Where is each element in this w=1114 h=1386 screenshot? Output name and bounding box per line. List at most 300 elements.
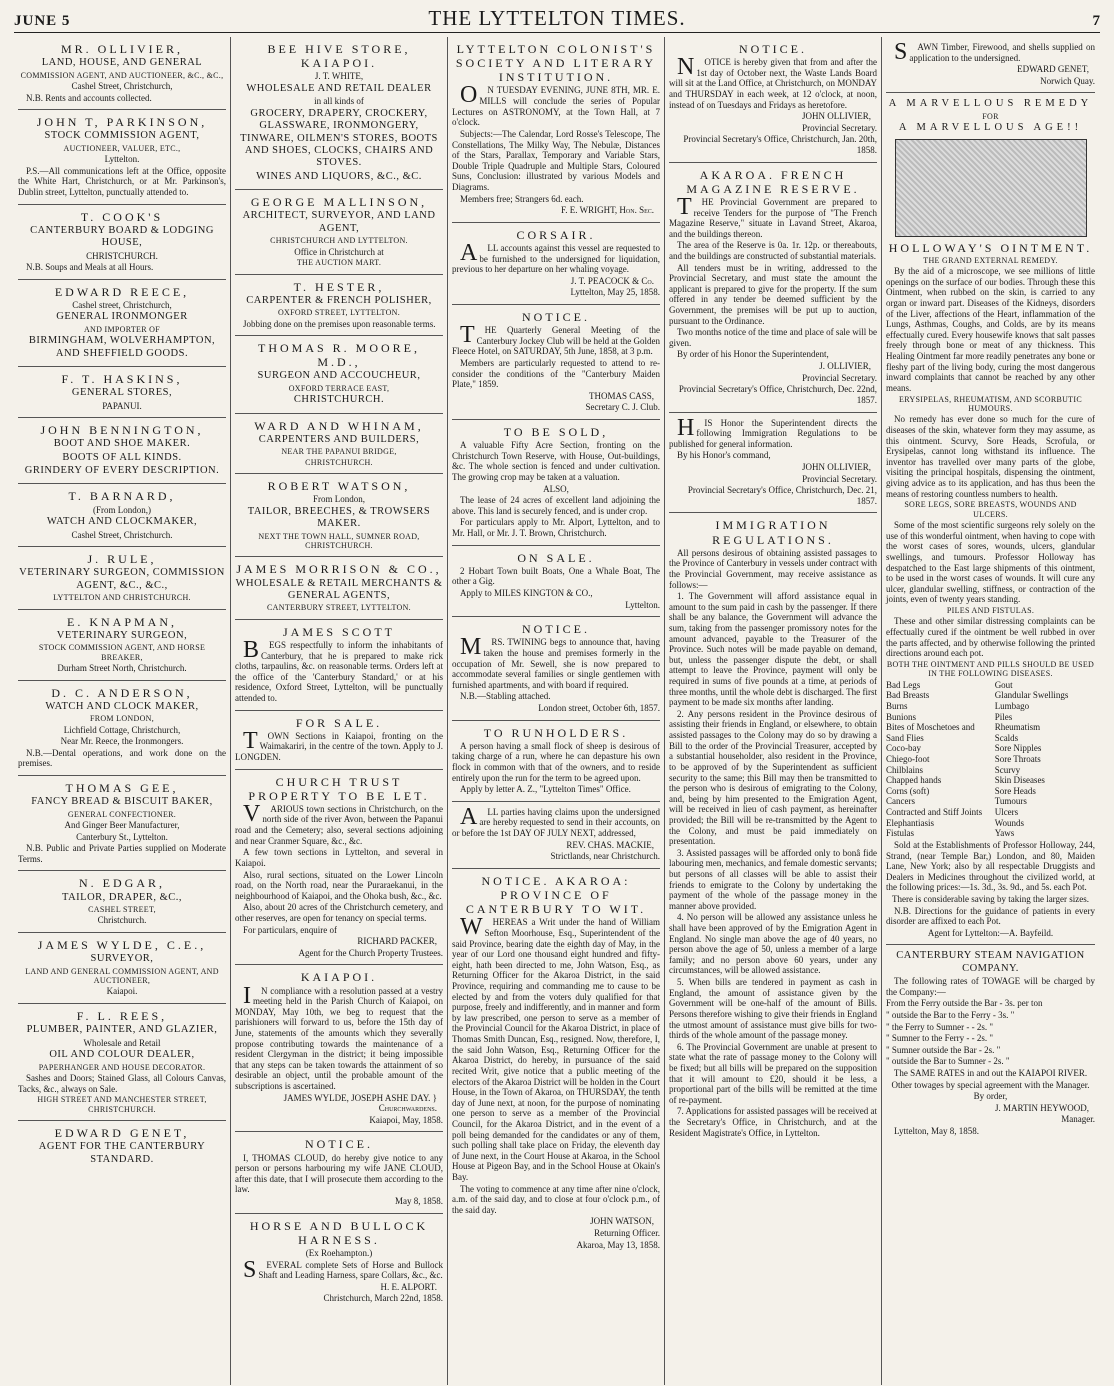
disease-list — [886, 680, 1095, 839]
advert-heading: ON SALE. — [517, 550, 595, 565]
advert-text: Office in Christchurch at — [294, 246, 384, 257]
advert-text: F. E. WRIGHT, Hon. Sec. — [560, 205, 654, 216]
advert-text: Two months notice of the time and place of sale will be given. — [669, 327, 877, 348]
advert — [18, 933, 226, 1004]
advert — [18, 681, 226, 776]
advert-text: Kaiapoi, May, 1858. — [369, 1114, 443, 1125]
advert-heading: NOTICE. — [739, 42, 807, 56]
advert-text: By the aid of a microscope, we see millions of little openings on the surface of our bodies. Through these this Ointment, when rubbed on the skin, is carried to any organ or inward part. Diseases of the Kidneys, disorders of the Liver, affections of the Heart, inflammation of the Lungs, Asthmas, Coughs, and Colds, are by its means effectually cured. Every housewife knows that salt passes freely through bone or meat of any thickness. This Healing Ointment far more readily penetrates any bone or fleshy part of the living body, curing the most dangerous inward complaints that cannot be reached by any other means. — [886, 266, 1095, 393]
disease-item: Skin Diseases — [994, 775, 1045, 786]
advert-text: FROM LONDON, — [89, 714, 155, 724]
advert-heading: KAIAPOI. — [300, 970, 378, 985]
advert-text: MRS. TWINING begs to announce that, having taken the house and premises formerly in the occupation of Mr. Sewell, she is now prepared to accommodate several families or single gentlemen with furnished apartments, and with board if required. — [452, 634, 660, 690]
disease-list-left — [886, 680, 986, 839]
disease-list-right — [995, 680, 1095, 839]
advert-text: And Ginger Beer Manufacturer, — [64, 819, 180, 830]
advert-heading: TAILOR, BREECHES, & TROWSERS MAKER. — [247, 505, 431, 530]
advert-text: SEVERAL complete Sets of Horse and Bullock Shaft and Leading Harness, spare Collars, &c., &c. — [243, 1256, 443, 1283]
advert-text: N.B. Rents and accounts collected. — [26, 92, 152, 103]
advert — [235, 770, 443, 966]
advert-text: A few town sections in Lyttelton, and several in Kaiapoi. — [235, 847, 443, 868]
advert-signature: J. MARTIN HEYWOOD, — [995, 1102, 1089, 1113]
advert-heading: EDWARD GENET, — [54, 1126, 190, 1141]
column-3 — [448, 37, 665, 1385]
towage-rate-row: " Sumner to the Ferry - - 2s. " — [886, 1033, 994, 1044]
advert-text: VARIOUS town sections in Christchurch, on the north side of the river Avon, between the Papanui road and the Cemetery; also, several sections adjoining and near Cranmer Square, &c., &c. — [235, 800, 443, 846]
advert-text: IN compliance with a resolution passed at a vestry meeting held in the Parish Church of Kaiapoi, on MONDAY, May 10th, we beg to request that the parishioners will forward to us, before the 15th day of June, statements of the amounts which they severally propose contributing towards the maintenance of a resident Clergyman in the district; it being impossible that any steps can be taken towards the attainment of so desirable an object, until the probable amount of the subscriptions is ascertained. — [235, 982, 443, 1092]
advert-text: The following rates of TOWAGE will be charged by the Company:— — [886, 976, 1095, 997]
advert-heading: D. C. ANDERSON, — [51, 685, 193, 700]
advert-text: Jobbing done on the premises upon reasonable terms. — [243, 318, 436, 329]
advert — [452, 305, 660, 420]
advert-text: LAND AND GENERAL COMMISSION AGENT, AND AUCTIONEER, — [25, 966, 219, 985]
advert-heading: STOCK COMMISSION AGENT, — [44, 130, 200, 142]
towage-rate-row: " outside the Bar to the Ferry - 3s. " — [886, 1009, 1015, 1020]
advert-heading: JOHN T, PARKINSON, — [36, 115, 208, 130]
disease-item: Bad Breasts — [886, 690, 930, 701]
advert-text: A valuable Fifty Acre Section, fronting on the Christchurch Town Reserve, with House, Out-buildings, &c. The whole section is fenced and under cultivation. The growing crop may be taken at a valuation. — [452, 440, 660, 482]
advert-heading: WHOLESALE & RETAIL MERCHANTS & GENERAL AGENTS, — [235, 577, 443, 601]
disease-item: Corns (soft) — [886, 785, 930, 796]
advert-text: Sashes and Doors; Stained Glass, all Colours Canvas, Tacks, &c., always on Sale. — [18, 1072, 226, 1094]
disease-item: Chilblains — [886, 764, 924, 775]
disease-item: Elephantiasis — [886, 817, 934, 828]
advert-text: LYTTELTON AND CHRISTCHURCH. — [53, 593, 191, 603]
advert-heading: LAND, HOUSE, AND GENERAL — [41, 57, 203, 69]
advert — [235, 474, 443, 557]
disease-item: Bites of Moschetoes and Sand Flies — [886, 722, 975, 743]
towage-rate-row: " outside the Bar to Sumner - 2s. " — [886, 1056, 1010, 1067]
advert — [452, 546, 660, 618]
advert-text: Christchurch. — [97, 915, 147, 926]
advert-heading: E. KNAPMAN, — [66, 614, 177, 629]
advert-text: P.S.—All communications left at the Office, opposite the White Hart, Christchurch, or at Mr. Parkinson's, Dublin street, Lyttelton, punctually attended to. — [18, 165, 226, 197]
advert-heading: JAMES MORRISON & CO., — [236, 562, 442, 577]
advert-text: N.B.—Stabling attached. — [460, 691, 551, 702]
advert-text: Agent for the Church Property Trustees. — [298, 947, 443, 958]
column-2 — [231, 37, 448, 1385]
advert-text: 2. Any persons resident in the Province desirous of assisting their friends in England, or elsewhere, to obtain assisted passages to the Colony may do so by drawing a Bill to the order of the Provincial Treasurer, accepted by a substantial householder, also resident in the Province, to be approved of by the Superintendent as sufficient security to the same; this Bill may then be transmitted to the person who is desirous of emigrating to the Colony, and, being by him presented to the Emigration Agent, will be received in lieu of cash payment, as hereinafter provided; the Bill will be re-transmitted by the Agent to the Colony, and must be paid immediately on presentation. — [669, 708, 877, 847]
advert-text: PAPANUI. — [102, 400, 142, 411]
advert-text: Lichfield Cottage, Christchurch, — [63, 724, 181, 735]
advert — [452, 37, 660, 223]
advert — [235, 965, 443, 1132]
advert-heading: J. RULE, — [87, 552, 157, 567]
advert-text: For particulars apply to Mr. Alport, Lyttelton, and to Mr. Hall, or Mr. J. T. Brown, Christchurch. — [452, 517, 660, 539]
advert-heading: TO RUNHOLDERS. — [483, 725, 629, 740]
advert-text: J. OLLIVIER, — [819, 361, 871, 372]
advert-text: Also, about 20 acres of the Christchurch cemetery, and other reserves, are open for tenancy on special terms. — [235, 902, 443, 923]
advert-text: REV. CHAS. MACKIE, — [566, 839, 654, 850]
advert-text: 5. When bills are tendered in payment as cash in England, the amount of assistance given by the Government will be one-half of the amount of Bills. Persons therefore wishing to give their friends in England the utmost amount of assistance must give bills for two-thirds of the whole amount of the passage money. — [669, 977, 877, 1041]
advert — [669, 413, 877, 514]
advert-text: NEXT THE TOWN HALL, SUMNER ROAD, CHRISTCHURCH. — [258, 531, 420, 550]
advert — [18, 610, 226, 681]
disease-item: Scalds — [994, 732, 1019, 743]
advert-heading: THOMAS R. MOORE, M.D., — [257, 341, 420, 370]
advert-text: There is considerable saving by taking the larger sizes. — [891, 893, 1090, 904]
advert-heading: NOTICE. — [522, 622, 590, 637]
advert — [235, 620, 443, 711]
advert-text: Secretary C. J. Club. — [585, 402, 660, 413]
advert-heading: NOTICE. — [522, 309, 590, 324]
advert — [18, 280, 226, 367]
advert-text: From London, — [312, 494, 365, 505]
advert-heading: EDWARD REECE, — [54, 284, 190, 299]
advert — [235, 1132, 443, 1213]
advert-heading: WATCH AND CLOCKMAKER, — [46, 516, 198, 528]
advert-text: GENERAL CONFECTIONER. — [67, 809, 177, 819]
advert — [235, 336, 443, 414]
advert-text: Members free; Strangers 6d. each. — [460, 193, 584, 204]
advert-text: CASHEL STREET, — [88, 904, 156, 914]
advert-text: CHRISTCHURCH. — [305, 457, 373, 467]
advert-text: All persons desirous of obtaining assisted passages to the Province of Canterbury in vessels under contract with the Provincial Government, may receive assistance as follows:— — [669, 547, 877, 590]
advert-text: JOHN OLLIVIER, — [802, 461, 871, 472]
advert — [235, 37, 443, 190]
advert-text: Lyttelton, May 25, 1858. — [570, 287, 660, 298]
advert-text: AND IMPORTER OF — [83, 324, 161, 334]
advert — [18, 776, 226, 871]
advert-date: Lyttelton, May 8, 1858. — [894, 1126, 979, 1137]
advert-heading: AKAROA. FRENCH MAGAZINE RESERVE. — [686, 167, 860, 196]
advert-text: No remedy has ever done so much for the cure of diseases of the skin, whatever form they may assume, as this ointment. Scurvy, Sore Heads, Scrofula, or Erysipelas, cannot long withstand its influence. The inventor has travelled over many parts of the globe, visiting the principal hospitals, dispensing the ointment, giving advice as to its application, and has thus been the means of restoring countless numbers to health. — [886, 414, 1095, 499]
disease-item: Lumbago — [994, 701, 1030, 711]
disease-item: Contracted and Stiff Joints — [886, 807, 983, 818]
advert — [235, 1214, 443, 1310]
advert-text: Agent for Lyttelton:—A. Bayfeild. — [927, 927, 1054, 938]
advert-text: The voting to commence at any time after nine o'clock, a.m. of the said day, and to close at four o'clock p.m., of the said day. — [452, 1183, 660, 1215]
towage-rate-row: " the Ferry to Sumner - - 2s. " — [886, 1021, 994, 1032]
advert-heading: BIRMINGHAM, WOLVERHAMPTON, AND SHEFFIELD GOODS. — [28, 335, 216, 359]
advert-text: THE AUCTION MART. — [296, 258, 382, 268]
advert-text: Canterbury St., Lyttelton. — [76, 831, 168, 842]
advert — [235, 414, 443, 474]
advert-text: N.B. Soups and Meals at all Hours. — [26, 262, 154, 273]
disease-item: Chiego-foot — [886, 754, 930, 765]
advert-text: 2 Hobart Town built Boats, One a Whale Boat, The other a Gig. — [452, 565, 660, 587]
advert-heading: F. L. REES, — [76, 1008, 168, 1023]
advert-heading: LYTTELTON COLONIST'S SOCIETY AND LITERARY INSTITUTION. — [455, 42, 657, 85]
advert-heading: OIL AND COLOUR DEALER, — [49, 1049, 195, 1061]
advert-text: J. T. PEACOCK & Co. — [570, 275, 654, 286]
disease-item: Coco-bay — [886, 743, 921, 754]
advert-heading: TAILOR, DRAPER, &C., — [62, 891, 182, 903]
advert — [452, 223, 660, 305]
advert-text: Cashel street, Christchurch, — [72, 299, 172, 310]
advert-subheading: BOTH THE OINTMENT AND PILLS SHOULD BE USED IN THE FOLLOWING DISEASES. — [886, 659, 1095, 679]
advert-heading: FOR SALE. — [295, 715, 383, 730]
engraving-illustration — [895, 139, 1087, 237]
advert-text: Members are particularly requested to attend to re-consider the conditions of the "Canterbury Maiden Plate," 1859. — [452, 357, 660, 390]
advert-text: AUCTIONEER, VALUER, ETC., — [63, 143, 181, 153]
advert-text: Returning Officer. — [594, 1228, 660, 1239]
towage-rate-row: " Sumner outside the Bar - 2s. " — [886, 1044, 1001, 1055]
advert-heading: A MARVELLOUS AGE!! — [898, 122, 1083, 134]
advert-text: Provincial Secretary's Office, Christchurch, Dec. 22nd, 1857. — [678, 384, 877, 405]
advert-text: Provincial Secretary. — [802, 372, 877, 383]
issue-date: JUNE 5 — [14, 13, 71, 29]
advert-text: ALL parties having claims upon the undersigned are hereby requested to send in their accounts, on or before the 1st DAY OF JULY NEXT, addressed, — [452, 803, 660, 839]
advert-text: ON TUESDAY EVENING, JUNE 8TH, MR. E. MILLS will conclude the series of Popular Lectures on ASTRONOMY, at the Town Hall, at 7 o'clock. — [452, 82, 660, 128]
advert-subheading: ERYSIPELAS, RHEUMATISM, AND SCORBUTIC HUMOURS. — [899, 394, 1082, 413]
advert-subheading: FOR — [982, 111, 999, 121]
advert-text: ALSO, — [543, 483, 569, 494]
advert-text: By his Honor's command, — [677, 450, 771, 461]
advert-text: HIGH STREET AND MANCHESTER STREET, CHRISTCHURCH. — [37, 1095, 207, 1114]
advert-text: N.B. Public and Private Parties supplied on Moderate Terms. — [18, 843, 226, 864]
advert-heading: A MARVELLOUS REMEDY — [888, 98, 1093, 110]
advert-heading: VETERINARY SURGEON, — [56, 629, 188, 641]
advert-heading: VETERINARY SURGEON, COMMISSION AGENT, &C., &C., — [19, 567, 225, 591]
advert-heading: CARPENTER & FRENCH POLISHER, — [246, 294, 432, 306]
advert-text: CHRISTCHURCH. — [86, 250, 158, 261]
advert-heading: CHURCH TRUST PROPERTY TO BE LET. — [248, 774, 430, 803]
disease-item: Bad Legs — [886, 679, 921, 690]
advert-heading: BEE HIVE STORE, KAIAPOI. — [267, 42, 411, 71]
advert-text: OXFORD STREET, LYTTELTON. — [277, 308, 401, 318]
advert-text: STOCK COMMISSION AGENT, AND HORSE BREAKER, — [38, 643, 206, 662]
advert-text: Some of the most scientific surgeons rely solely on the use of this wonderful ointment, when having to cope with the worst cases of sores, wounds, ulcers, glandular swellings, and tumours. Professor Holloway has despatched to the East large shipments of this ointment, to be used in the worst cases of wounds. It will cure any ulcer, glandular swelling, stiffness, or contraction of the joints, even of twenty years standing. — [886, 520, 1095, 605]
advert-text: 4. No person will be allowed any assistance unless he shall have been approved of by the Emigration Agent in England. No single man above the age of 40 years, no person above the age of 50, unless a member of a large family; and no person above 60 years, under any circumstances, will be allowed assistance. — [669, 912, 877, 976]
advert-subheading: THE GRAND EXTERNAL REMEDY. — [923, 255, 1058, 265]
advert — [669, 37, 877, 163]
advert-heading: MR. OLLIVIER, — [61, 42, 183, 56]
advert-heading: BOOT AND SHOE MAKER. — [53, 438, 191, 450]
advert-heading: WARD AND WHINAM, — [254, 418, 424, 433]
advert-text: ALL accounts against this vessel are requested to be furnished to the undersigned for liquidation, previous to her departure on her whaling voyage. — [452, 239, 660, 275]
advert-text: NEAR THE PAPANUI BRIDGE, — [281, 447, 397, 457]
advert — [235, 711, 443, 770]
advert — [235, 557, 443, 619]
advert-heading: CARPENTERS AND BUILDERS, — [258, 433, 420, 445]
advert-text: NOTICE is hereby given that from and after the 1st day of October next, the Waste Lands Board will sit at the Land Office, at Christchurch, on MONDAY and THURSDAY in each week, at 12 o'clock, at noon, instead of on Tuesdays and Fridays as heretofore. — [669, 54, 877, 110]
advert-text: Provincial Secretary. — [802, 122, 877, 133]
advert-heading: T. BARNARD, — [68, 489, 176, 504]
advert-text: 1. The Government will afford assistance equal in amount to the sum paid in cash by the passenger. If there shall be any balance, the Government will advance the sum, taking from the passenger promissory notes for the amount advanced, payable to the Treasurer of the Province. Such notes will be made payable on demand, but, unless the passenger dispute the debt, or shall attempt to leave the Province, payment will only be required in sums of five pounds at a time, at periods of three months, until the whole debt is discharged. The first payment to be made six months after landing. — [669, 591, 877, 708]
advert — [669, 513, 877, 1144]
advert-heading: JAMES SCOTT — [282, 624, 395, 639]
advert-text: PAPERHANGER AND HOUSE DECORATOR. — [38, 1062, 206, 1072]
advert-subheading: SORE LEGS, SORE BREASTS, WOUNDS AND ULCERS. — [904, 500, 1077, 519]
advert-signature: EDWARD GENET, — [1017, 64, 1089, 75]
advert-steam-navigation — [886, 945, 1095, 1142]
advert-heading: JAMES WYLDE, C.E., — [37, 937, 207, 952]
advert-heading: SURVEYOR, — [90, 953, 154, 965]
advert-holloway — [886, 93, 1095, 945]
advert-heading: CANTERBURY BOARD & LODGING HOUSE, — [30, 224, 214, 249]
advert-heading: NOTICE. — [305, 1137, 373, 1152]
advert-text: THE Provincial Government are prepared to receive Tenders for the purpose of "The French Magazine Reserve," situate in Lavand Street, Akaroa, and the buildings thereon. — [669, 193, 877, 239]
advert-heading: NOTICE. AKAROA: PROVINCE OF CANTERBURY TO WIT. — [465, 873, 647, 917]
advert — [18, 871, 226, 933]
advert-text: Cashel Street, Christchurch, — [71, 80, 173, 91]
disease-item: Fistulas — [886, 828, 915, 839]
advert-heading: THOMAS GEE, — [65, 780, 179, 795]
masthead — [14, 6, 1100, 33]
advert-text: Akaroa, May 13, 1858. — [576, 1239, 660, 1250]
advert-heading: GROCERY, DRAPERY, CROCKERY, GLASSWARE, IRONMONGERY, TINWARE, OILMEN'S STORES, BOOTS AND SHOES, CLOCKS, CHAIRS AND STOVES. — [240, 107, 438, 169]
advert-text: For particulars, enquire of — [243, 924, 337, 935]
disease-item: Gout — [994, 679, 1013, 690]
advert — [669, 163, 877, 413]
advert-text: N.B. Directions for the guidance of patients in every disorder are affixed to each Pot. — [886, 905, 1095, 927]
advert-text: Lyttelton. — [625, 599, 660, 610]
newspaper-title: THE LYTTELTON TIMES. — [428, 6, 686, 30]
advert-text: (From London,) — [93, 504, 151, 515]
advert-text: Subjects:—The Calendar, Lord Rosse's Telescope, The Constellations, The Milky Way, The Nebulæ, Distances of the Stars, Parallax, Temporary and Variable Stars, Double Triple Quadruple and Multiple Stars, Coloured Suns, Conclusion: illustrated by various Models and Diagrams. — [452, 128, 660, 192]
disease-item: Cancers — [886, 796, 915, 807]
advert-heading: CANTERBURY STEAM NAVIGATION COMPANY. — [896, 950, 1085, 974]
advert-text: May 8, 1858. — [395, 1196, 443, 1207]
advert-heading: CORSAIR. — [516, 227, 596, 242]
advert-text: COMMISSION AGENT, AND AUCTIONEER, &C., &C., — [20, 70, 224, 80]
advert-heading: N. EDGAR, — [79, 876, 165, 891]
advert-text: Apply by letter A. Z., "Lyttelton Times" Office. — [460, 784, 631, 795]
advert — [235, 190, 443, 274]
advert-heading: AGENT FOR THE CANTERBURY STANDARD. — [38, 1141, 206, 1165]
advert — [452, 420, 660, 546]
advert-sawn-timber — [886, 37, 1095, 93]
advert — [18, 205, 226, 280]
advert — [18, 1121, 226, 1172]
advert-text: London street, October 6th, 1857. — [538, 703, 660, 714]
advert-address: Norwich Quay. — [1040, 75, 1095, 86]
advert — [18, 110, 226, 204]
disease-item: Wounds — [994, 817, 1024, 828]
advert-text: A person having a small flock of sheep is desirous of taking charge of a run, where he can depasture his own flock in common with that of the owners, and to reside entirely upon the run for the term to be agreed upon. — [452, 740, 660, 783]
advert-text: Apply to MILES KINGTON & CO., — [460, 588, 593, 599]
advert-text: 3. Assisted passages will be afforded only to bonâ fide labouring men, mechanics, and female domestic servants; but persons of all classes will be able to assist their friends to emigrate to the Colony by undertaking the payment of the whole of the passage money in the manner above provided. — [669, 847, 877, 911]
advert-text: JOHN WATSON, — [590, 1216, 654, 1227]
advert — [452, 721, 660, 802]
advert-heading: PLUMBER, PAINTER, AND GLAZIER, — [26, 1024, 218, 1036]
advert-text: WHEREAS a Writ under the hand of William Sefton Moorhouse, Esq., Superintendent of the said Province, bearing date the eighth day of May, in the year of our Lord one thousand eight hundred and fifty-eight, hath been directed to me, John Watson, Esq., as Returning Officer for the Akaroa District, in the said Province, requiring and commanding me to cause to be elected by and from the voters duly qualified for that purpose, freely and indifferently, and in manner and form by law prescribed, one person to serve as a member of the Provincial Council for the Akaroa District, in place of Thomas Smith Duncan, Esq., resigned. Now, therefore, I, the said John Watson, Esq., Returning Officer for the Akaroa District, do hereby, in pursuance of the said recited Writ, give notice that a public meeting of the electors of the Akaroa District will be holden in the Court House, in the Town of Akaroa, on THURSDAY, the tenth day of June next, at noon, for the purpose of nominating one person to serve as a member of the Provincial Council, for the Akaroa District, and in the event of a poll being demanded for the candidates or any of them, such polling shall take place on Friday, the eleventh day of June next, in the Court House at Akaroa, in the School House at Pigeon Bay, and in the School House at Okain's Bay. — [452, 914, 660, 1183]
advert-text: These and other similar distressing complaints can be effectually cured if the ointment be well rubbed in over the parts affected, and by otherwise following the printed directions around each pot. — [886, 616, 1095, 659]
advert-text: THE Quarterly General Meeting of the Canterbury Jockey Club will be held at the Golden Fleece Hotel, on SATURDAY, 5th June, 1858, at 3 p.m. — [452, 322, 660, 357]
advert-text: JOHN OLLIVIER, — [802, 111, 871, 122]
disease-item: Sore Heads — [994, 785, 1036, 796]
advert-text: RICHARD PACKER, — [357, 936, 437, 947]
advert — [18, 484, 226, 547]
advert-text: (Ex Roehampton.) — [305, 1248, 373, 1258]
advert-heading: GRINDERY OF EVERY DESCRIPTION. — [24, 465, 220, 477]
advert-text: By order, — [973, 1091, 1008, 1102]
advert — [18, 418, 226, 484]
advert-heading: WHOLESALE AND RETAIL DEALER — [246, 82, 432, 94]
disease-item: Sore Nipples — [994, 743, 1042, 754]
advert-heading: JOHN BENNINGTON, — [40, 423, 204, 438]
advert-text: I, THOMAS CLOUD, do hereby give notice to any person or persons harbouring my wife JANE CLOUD, after this date, that I will prosecute them according to the law. — [235, 1152, 443, 1195]
advert — [235, 275, 443, 337]
columns — [14, 37, 1100, 1385]
advert-text: The SAME RATES in and out the KAIAPOI RIVER. — [893, 1068, 1088, 1079]
disease-item: Yaws — [994, 828, 1015, 839]
column-5 — [882, 37, 1099, 1385]
advert-text: Wholesale and Retail — [83, 1037, 161, 1048]
advert — [18, 1004, 226, 1121]
advert-text: 6. The Provincial Government are unable at present to state what the rate of passage money to the Colony will be fixed; but all bills will be prepared on the supposition that it will amount to £20, should it be less, a proportional part of the bills will be remitted at the time of re-payment. — [669, 1041, 877, 1105]
advert-text: 7. Applications for assisted passages will be received at the Secretary's Office, in Christchurch, and at the Resident Magistrate's Office, in Lyttelton. — [669, 1106, 877, 1138]
advert-heading: TO BE SOLD, — [503, 425, 609, 440]
advert-text: Lyttelton. — [104, 154, 140, 165]
advert-text: BEGS respectfully to inform the inhabitants of Canterbury, that he is prepared to make rick cloths, tarpaulins, &c. on reasonable terms. Orders left at the office of the 'Canterbury Standard,' or at his residence, Oxford Street, Lyttelton, will be punctually attended to. — [235, 636, 443, 703]
advert-heading: HORSE AND BULLOCK HARNESS. — [249, 1218, 429, 1247]
disease-item: Glandular Swellings — [994, 690, 1069, 701]
disease-item: Chapped hands — [886, 775, 942, 786]
disease-item: Bunions — [886, 711, 917, 722]
advert-text: The lease of 24 acres of excellent land adjoining the above. This land is securely fenced, and is under crop. — [452, 495, 660, 516]
advert — [18, 367, 226, 418]
advert-text: CHRISTCHURCH AND LYTTELTON. — [270, 236, 408, 246]
advert-text: Cashel Street, Christchurch. — [71, 529, 173, 540]
advert-text: Strictlands, near Christchurch. — [550, 851, 660, 862]
advert — [452, 869, 660, 1256]
towage-rates — [886, 998, 1095, 1067]
column-4 — [665, 37, 882, 1385]
advert-text: H. E. ALPORT. — [380, 1281, 437, 1292]
disease-item: Burns — [886, 701, 908, 711]
advert-heading: GEORGE MALLINSON, — [250, 195, 428, 210]
advert-heading: F. T. HASKINS, — [61, 372, 183, 387]
disease-item: Sore Throats — [994, 754, 1041, 765]
disease-item: Piles — [994, 711, 1013, 722]
advert-heading: WATCH AND CLOCK MAKER, — [45, 700, 199, 712]
advert-title: Manager. — [1061, 1114, 1095, 1125]
advert-subheading: PILES AND FISTULAS. — [946, 606, 1035, 616]
disease-item: Rheumatism — [994, 722, 1041, 733]
advert-text: All tenders must be in writing, addressed to the Provincial Secretary, and must state the amount the applicant is prepared to give for the property. If the sum offered in any tender be deemed sufficient by the Government, the premises will be put up to auction, pursuant to the Ordinance. — [669, 262, 877, 326]
advert-text: THOMAS CASS, — [588, 390, 654, 401]
advert-heading: WINES AND LIQUORS, &C., &C. — [256, 170, 422, 182]
advert-text: Near Mr. Reece, the Ironmongers. — [60, 736, 184, 747]
advert-text: SAWN Timber, Firewood, and shells supplied on application to the undersigned. — [894, 39, 1095, 65]
advert — [18, 37, 226, 110]
advert-heading: GENERAL IRONMONGER — [56, 311, 188, 323]
column-1 — [14, 37, 231, 1385]
advert — [18, 547, 226, 609]
advert-text: TOWN Sections in Kaiapoi, fronting on the Waimakariri, in the centre of the town. Apply to J. LONGDEN. — [235, 727, 443, 762]
advert-text: Other towages by special agreement with the Manager. — [891, 1079, 1090, 1090]
advert-heading: BOOTS OF ALL KINDS. — [62, 451, 182, 463]
towage-rate-row: From the Ferry outside the Bar - 3s. per ton — [886, 998, 1043, 1009]
advert-text: HIS Honor the Superintendent directs the following Immigration Regulations to be published for general information. — [669, 414, 877, 449]
advert-text: Kaiapoi. — [106, 986, 138, 997]
advert-text: N.B.—Dental operations, and work done on the premises. — [18, 747, 226, 769]
page-number: 7 — [1092, 13, 1100, 29]
disease-item: Tumours — [994, 796, 1027, 807]
advert-text: JAMES WYLDE, JOSEPH ASHE DAY. } Churchwardens. — [283, 1092, 437, 1114]
advert-heading: ROBERT WATSON, — [267, 479, 411, 494]
advert-text: Durham Street North, Christchurch. — [57, 662, 187, 673]
advert-heading: IMMIGRATION REGULATIONS. — [712, 518, 834, 547]
advert-text: CANTERBURY STREET, LYTTELTON. — [267, 603, 411, 613]
advert-text: J. T. WHITE, — [314, 71, 364, 82]
advert-heading: HOLLOWAY'S OINTMENT. — [888, 240, 1093, 255]
disease-item: Ulcers — [994, 807, 1019, 818]
advert-heading: GENERAL STORES, — [71, 387, 173, 399]
advert-text: Christchurch, March 22nd, 1858. — [323, 1293, 443, 1304]
advert-text: Also, rural sections, situated on the Lower Lincoln road, on the North road, near the Puraraekanui, in the neighbourhood of Kaiapoi, and the Ohoka bush, &c., &c. — [235, 869, 443, 901]
advert-heading: T. HESTER, — [293, 279, 385, 294]
advert — [452, 617, 660, 720]
advert — [452, 802, 660, 869]
advert-text: Sold at the Establishments of Professor Holloway, 244, Strand, (near Temple Bar,) London, and 80, Maiden Lane, New York; also by all respectable Druggists and Dealers in Medicines throughout the civilized world, at the following prices:—1s. 3d., 3s. 9d., and 5s. each Pot. — [886, 839, 1095, 893]
advert-text: By order of his Honor the Superintendent, — [677, 349, 829, 360]
advert-heading: CHRISTCHURCH. — [293, 394, 385, 406]
advert-text: Provincial Secretary. — [802, 473, 877, 484]
disease-item: Scurvy — [994, 764, 1021, 775]
